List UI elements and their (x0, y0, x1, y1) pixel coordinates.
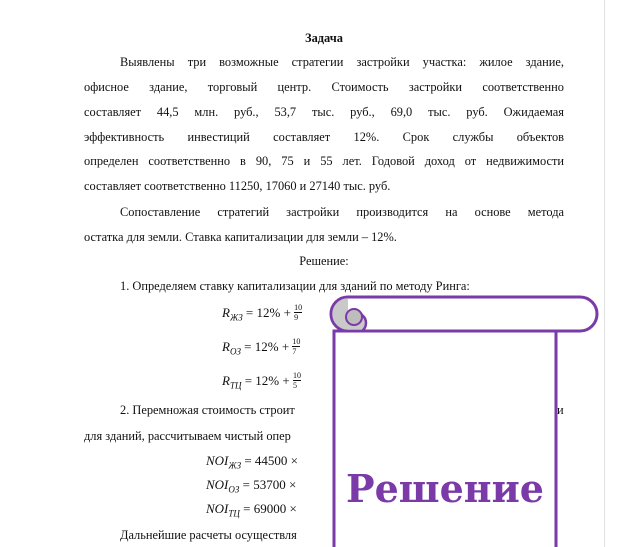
task-heading: Задача (305, 31, 343, 45)
scroll-top-roll (331, 297, 597, 331)
step2-line2: для зданий, рассчитываем чистый опер (84, 429, 291, 443)
step1-text: 1. Определяем ставку капитализации для зданий по методу Ринга: (120, 279, 470, 293)
step2-line1-end: и (557, 403, 564, 417)
paragraph1-line1: Выявлены три возможные стратегии застройки участка: жилое здание, (120, 55, 564, 69)
scroll-title: Решение (346, 466, 544, 511)
solution-heading: Решение: (299, 254, 349, 268)
last-line: Дальнейшие расчеты осуществля (120, 528, 297, 542)
formula-r-residential: $R_{ЖЗ} = 12\%$ + $\frac{10}{9}$ (222, 302, 303, 323)
paragraph2-line2: остатка для земли. Ставка капитализации для земли – 12%. (84, 230, 397, 244)
paragraph2-line1: Сопоставление стратегий застройки производится на основе метода (120, 205, 564, 219)
scroll-body (334, 331, 556, 547)
formula-noi-office: $NOI_{ОЗ} = 53700$ × (206, 477, 297, 495)
paragraph1-line3: составляет 44,5 млн. руб., 53,7 тыс. руб., 69,0 тыс. руб. Ожидаемая (84, 105, 564, 119)
paragraph1-line2: офисное здание, торговый центр. Стоимость застройки соответственно (84, 80, 564, 94)
formula-noi-residential: $NOI_{ЖЗ} = 44500$ × (206, 453, 299, 471)
step2-line1: 2. Перемножая стоимость строит (120, 403, 295, 417)
scroll-curl-knob (346, 309, 362, 325)
paragraph1-line4: эффективность инвестиций составляет 12%. Срок службы объектов (84, 130, 564, 144)
paragraph1-line5: определен соответственно в 90, 75 и 55 лет. Годовой доход от недвижимости (84, 154, 564, 168)
formula-noi-mall: $NOI_{ТЦ} = 69000$ × (206, 501, 297, 519)
formula-r-mall: $R_{ТЦ} = 12\%$ + $\frac{10}{5}$ (222, 370, 301, 391)
paragraph1-line6: составляет соответственно 11250, 17060 и 27140 тыс. руб. (84, 179, 391, 193)
formula-r-office: $R_{ОЗ} = 12\%$ + $\frac{10}{7}$ (222, 336, 301, 357)
